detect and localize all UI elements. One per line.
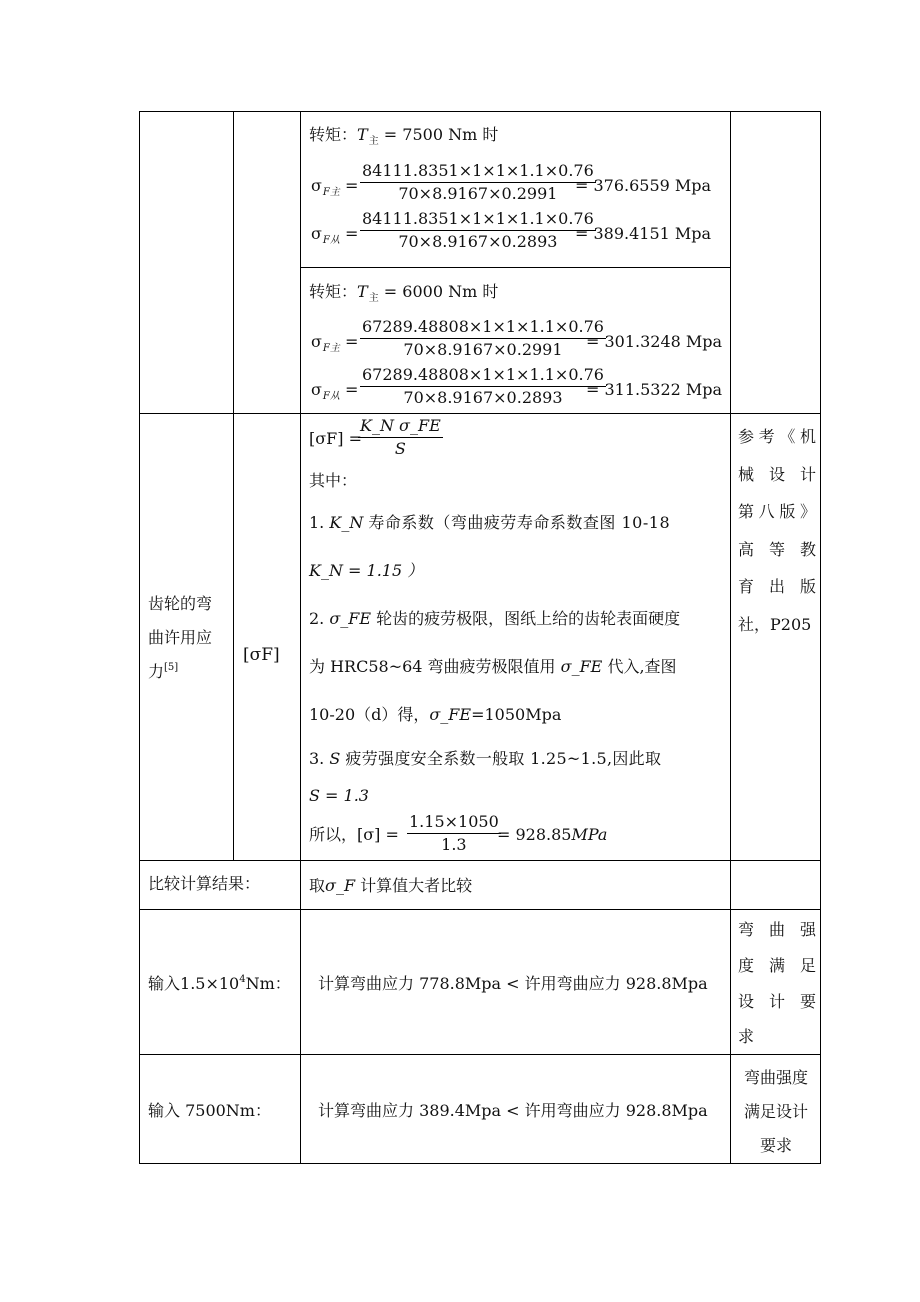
table-right-border xyxy=(820,111,821,1164)
allowable-stress-symbol: [σF] xyxy=(243,645,280,665)
result-note-2: 弯曲强度 满足设计 要求 xyxy=(743,1068,808,1155)
row-divider-3 xyxy=(139,909,820,910)
result-note-1: 弯曲强 度满足 设计要 求 xyxy=(738,920,816,1047)
result-fraction: $\frac{1.15\times 1050}{1.3}$ xyxy=(409,812,499,854)
col-divider-1 xyxy=(233,111,234,861)
row1-split-line xyxy=(300,267,730,268)
col-divider-2 xyxy=(300,111,301,1164)
compare-result-1: 计算弯曲应力 778.8Mpa < 许用弯曲应力 928.8Mpa xyxy=(318,974,708,993)
torque-label: 转矩： xyxy=(309,125,358,144)
citation-ref: [5] xyxy=(164,662,179,673)
stress-fraction: $\frac{84111.8351\times 1\times 1\times 1.1\times 0.76}{70\times 8.9167\times 0.2893}$ xyxy=(362,209,594,251)
torque-value: = 7500 Nm 时 xyxy=(383,125,499,144)
stress-result: = 389.4151 Mpa xyxy=(575,224,712,243)
stress-fraction: $\frac{67289.48808\times 1\times 1\times 1.1\times 0.76}{70\times 8.9167\times 0.2991}$ xyxy=(362,317,604,359)
row-divider-1 xyxy=(139,413,820,414)
compare-label: 比较计算结果： xyxy=(148,874,261,893)
input-label-1: 输入$1.5\times 10^4Nm$： xyxy=(148,974,291,993)
torque-value: = 6000 Nm 时 xyxy=(383,282,499,301)
table-left-border xyxy=(139,111,140,1164)
stress-result: = 301.3248 Mpa xyxy=(586,332,723,351)
table-bottom-border xyxy=(139,1163,820,1164)
allowable-stress-formula: $\frac{\text{K\_N σ\_FE}}{S}$ xyxy=(360,416,441,458)
stress-fraction: $\frac{67289.48808\times 1\times 1\times 1.1\times 0.76}{70\times 8.9167\times 0.2893}$ xyxy=(362,365,604,407)
stress-result: = 376.6559 Mpa xyxy=(575,176,712,195)
torque-label: 转矩： xyxy=(309,282,358,301)
stress-result: = 311.5322 Mpa xyxy=(586,380,723,399)
table-top-border xyxy=(139,111,820,112)
row-divider-4 xyxy=(139,1054,820,1055)
col-divider-3 xyxy=(730,111,731,1164)
input-label-2: 输入 7500Nm： xyxy=(148,1101,271,1120)
stress-fraction: $\frac{84111.8351\times 1\times 1\times 1.1\times 0.76}{70\times 8.9167\times 0.2991}$ xyxy=(362,161,594,203)
compare-content: 取σ_F 计算值大者比较 xyxy=(309,876,473,895)
compare-result-2: 计算弯曲应力 389.4Mpa < 许用弯曲应力 928.8Mpa xyxy=(318,1101,708,1120)
row-divider-2 xyxy=(139,860,820,861)
